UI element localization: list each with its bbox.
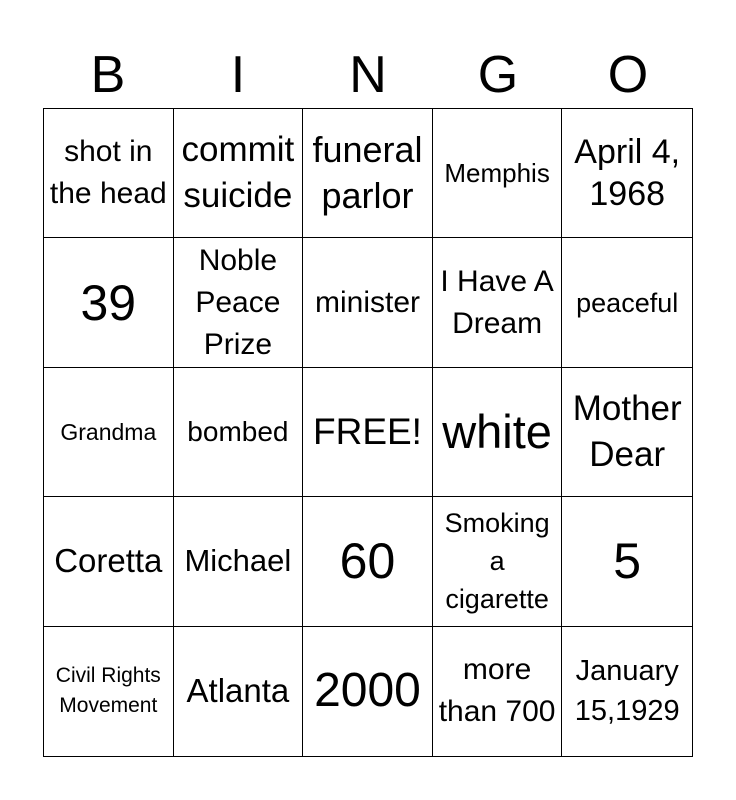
bingo-cell[interactable] (433, 238, 563, 367)
cell-label: commit suicide (181, 130, 295, 216)
header-letter-g: G (477, 46, 519, 104)
cell-label: Coretta (54, 542, 163, 580)
cell-label: 2000 (314, 664, 421, 718)
cell-label: Grandma (60, 418, 157, 445)
bingo-cell[interactable] (562, 497, 692, 626)
free-space-label: FREE! (313, 410, 422, 452)
bingo-cell[interactable] (303, 627, 433, 756)
bingo-cell[interactable] (562, 627, 692, 756)
cell-label: bombed (187, 415, 289, 447)
cell-label: shot in the head (49, 135, 167, 211)
bingo-cell[interactable] (303, 109, 433, 238)
cell-label: Civil Rights Movement (55, 664, 161, 718)
cell-label: April 4, 1968 (574, 133, 681, 214)
bingo-header (43, 42, 693, 108)
bingo-cell[interactable] (174, 627, 304, 756)
cell-label: Mother Dear (572, 388, 682, 474)
bingo-cell[interactable] (174, 368, 304, 497)
cell-label: more than 700 (438, 653, 556, 729)
bingo-cell[interactable] (303, 238, 433, 367)
cell-label: January 15,1929 (574, 655, 680, 728)
cell-label: minister (314, 285, 420, 319)
header-letter-i: I (230, 46, 246, 104)
bingo-cell[interactable] (562, 109, 692, 238)
cell-label: 60 (339, 533, 396, 590)
bingo-cell[interactable] (303, 497, 433, 626)
free-space-cell[interactable] (303, 368, 433, 497)
bingo-cell[interactable] (433, 497, 563, 626)
bingo-cell[interactable] (433, 368, 563, 497)
header-letter-b: B (90, 46, 126, 104)
bingo-cell[interactable] (174, 109, 304, 238)
cell-label: Michael (184, 543, 292, 579)
cell-label: 39 (80, 274, 137, 331)
cell-label: Memphis (444, 158, 550, 189)
cell-label: white (442, 404, 552, 458)
bingo-cell[interactable] (44, 368, 174, 497)
cell-label: Atlanta (186, 672, 290, 710)
cell-label: Noble Peace Prize (195, 243, 281, 361)
bingo-cell[interactable] (174, 497, 304, 626)
bingo-cell[interactable] (174, 238, 304, 367)
bingo-cell[interactable] (44, 627, 174, 756)
header-letter-n: N (349, 46, 387, 104)
bingo-cell[interactable] (562, 368, 692, 497)
bingo-cell[interactable] (44, 238, 174, 367)
bingo-cell[interactable] (44, 497, 174, 626)
cell-label: 5 (613, 533, 642, 590)
bingo-board (43, 108, 693, 757)
bingo-cell[interactable] (44, 109, 174, 238)
bingo-cell[interactable] (562, 238, 692, 367)
header-letter-o: O (607, 46, 649, 104)
cell-label: funeral parlor (312, 129, 423, 217)
bingo-cell[interactable] (433, 109, 563, 238)
cell-label: Smoking a cigarette (444, 508, 550, 615)
bingo-cell[interactable] (433, 627, 563, 756)
cell-label: peaceful (576, 287, 679, 318)
cell-label: I Have A Dream (440, 264, 554, 340)
